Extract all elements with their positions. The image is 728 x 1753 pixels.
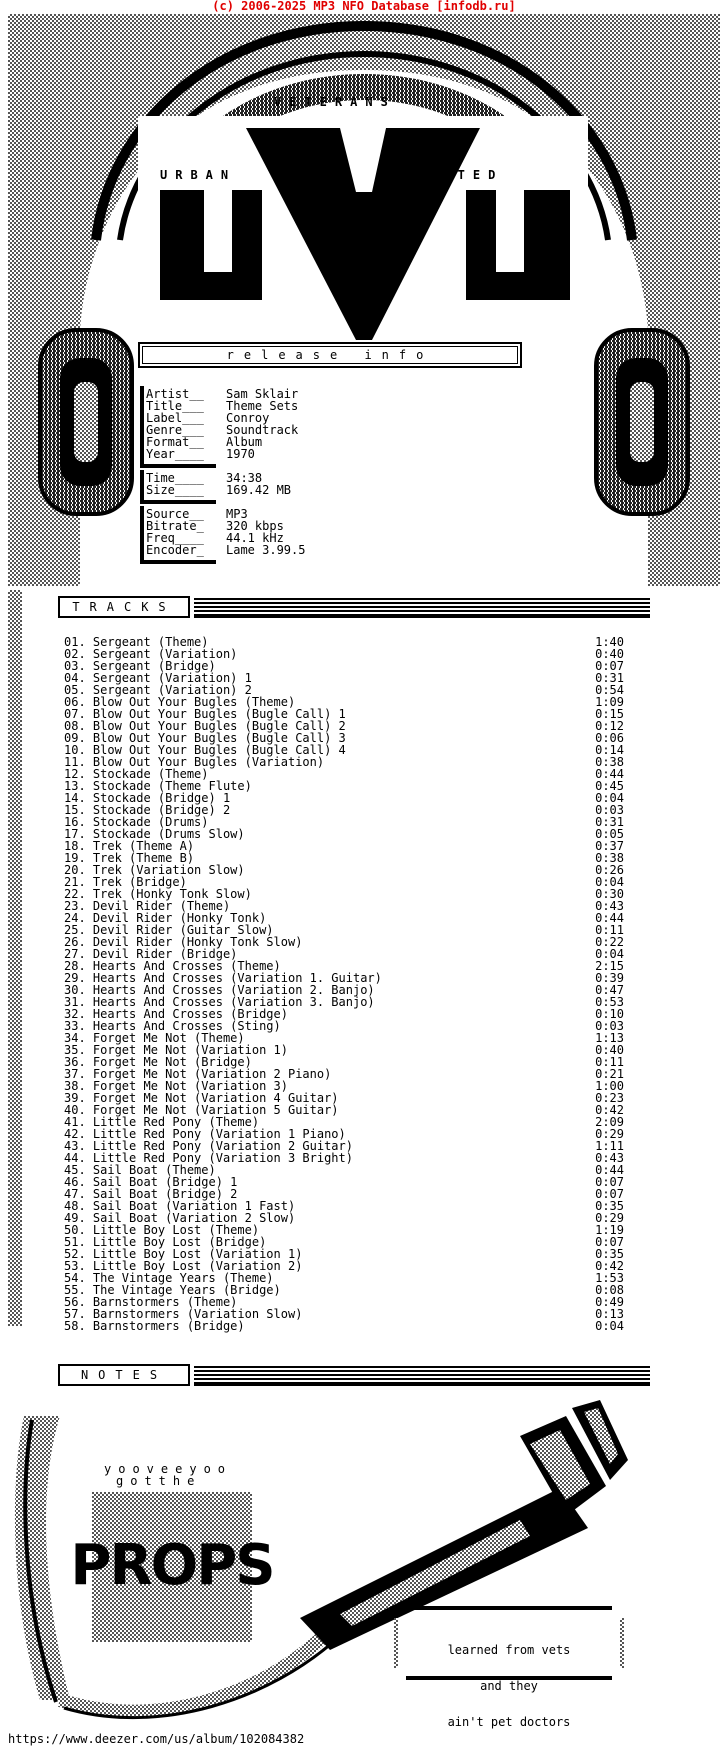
encode_info-value: 320 kbps (226, 519, 284, 533)
track-title: 49. Sail Boat (Variation 2 Slow) (64, 1211, 296, 1225)
track-duration: 0:07 (595, 1187, 624, 1201)
track-title: 02. Sergeant (Variation) (64, 647, 238, 661)
track-title: 17. Stockade (Drums Slow) (64, 827, 245, 841)
tracks-heading-underline (194, 614, 650, 618)
track-title: 45. Sail Boat (Theme) (64, 1163, 216, 1177)
track-duration: 0:04 (595, 875, 624, 889)
encode_info-label: Encoder_ (146, 543, 204, 557)
track-duration: 0:11 (595, 1055, 624, 1069)
track-title: 58. Barnstormers (Bridge) (64, 1319, 245, 1333)
encode-info-labels (146, 508, 204, 556)
track-title: 04. Sergeant (Variation) 1 (64, 671, 252, 685)
logo-word-urban: URBAN (160, 168, 237, 182)
track-title: 35. Forget Me Not (Variation 1) (64, 1043, 288, 1057)
track-title: 21. Trek (Bridge) (64, 875, 187, 889)
track-title: 29. Hearts And Crosses (Variation 1. Guitar) (64, 971, 382, 985)
track-title: 33. Hearts And Crosses (Sting) (64, 1019, 281, 1033)
track-duration: 1:00 (595, 1079, 624, 1093)
track-title: 08. Blow Out Your Bugles (Bugle Call) 2 (64, 719, 346, 733)
track-title: 54. The Vintage Years (Theme) (64, 1271, 274, 1285)
track-title: 20. Trek (Variation Slow) (64, 863, 245, 877)
release_info-value: Sam Sklair (226, 387, 299, 401)
track-duration: 0:29 (595, 1127, 624, 1141)
props-word: PROPS (70, 1532, 274, 1598)
track-title: 40. Forget Me Not (Variation 5 Guitar) (64, 1103, 339, 1117)
track-duration: 0:45 (595, 779, 624, 793)
track-duration: 0:07 (595, 1235, 624, 1249)
size_info-value: 34:38 (226, 471, 263, 485)
track-duration: 0:42 (595, 1259, 624, 1273)
notes-heading: NOTES (80, 1368, 168, 1382)
track-duration: 0:14 (595, 743, 624, 757)
track-title: 01. Sergeant (Theme) (64, 635, 209, 649)
track-duration: 0:12 (595, 719, 624, 733)
release_info-label: Title___ (146, 399, 204, 413)
track-duration: 0:43 (595, 899, 624, 913)
encode_info-value: MP3 (226, 507, 248, 521)
encode_info-label: Bitrate_ (146, 519, 204, 533)
size_info-label: Size____ (146, 483, 204, 497)
track-duration: 2:15 (595, 959, 624, 973)
track-title: 10. Blow Out Your Bugles (Bugle Call) 4 (64, 743, 346, 757)
track-title: 44. Little Red Pony (Variation 3 Bright) (64, 1151, 353, 1165)
track-duration: 0:07 (595, 659, 624, 673)
tracks-heading: TRACKS (72, 600, 176, 614)
track-duration: 0:13 (595, 1307, 624, 1321)
track-duration: 0:11 (595, 923, 624, 937)
track-duration: 0:44 (595, 767, 624, 781)
notes-heading-box (58, 1364, 190, 1386)
track-duration: 0:22 (595, 935, 624, 949)
track-duration: 0:21 (595, 1067, 624, 1081)
track-duration: 0:30 (595, 887, 624, 901)
track-duration: 2:09 (595, 1115, 624, 1129)
track-title: 07. Blow Out Your Bugles (Bugle Call) 1 (64, 707, 346, 721)
track-title: 28. Hearts And Crosses (Theme) (64, 959, 281, 973)
tracks-heading-box (58, 596, 190, 618)
track-title: 24. Devil Rider (Honky Tonk) (64, 911, 267, 925)
track-title: 57. Barnstormers (Variation Slow) (64, 1307, 303, 1321)
source-url[interactable]: https://www.deezer.com/us/album/102084382 (8, 1732, 305, 1746)
props-line2: gotthe (116, 1474, 202, 1488)
track-duration: 0:10 (595, 1007, 624, 1021)
track-list (64, 636, 624, 1332)
size_info-label: Time____ (146, 471, 204, 485)
track-row (64, 1320, 624, 1332)
track-duration: 1:11 (595, 1139, 624, 1153)
track-duration: 0:06 (595, 731, 624, 745)
track-title: 41. Little Red Pony (Theme) (64, 1115, 260, 1129)
track-duration: 1:40 (595, 635, 624, 649)
encode-info-values (226, 508, 305, 556)
track-duration: 0:44 (595, 1163, 624, 1177)
track-title: 31. Hearts And Crosses (Variation 3. Banjo) (64, 995, 375, 1009)
track-title: 43. Little Red Pony (Variation 2 Guitar) (64, 1139, 353, 1153)
track-title: 26. Devil Rider (Honky Tonk Slow) (64, 935, 303, 949)
track-title: 16. Stockade (Drums) (64, 815, 209, 829)
encode_info-value: Lame 3.99.5 (226, 543, 306, 557)
track-title: 50. Little Boy Lost (Theme) (64, 1223, 260, 1237)
track-title: 56. Barnstormers (Theme) (64, 1295, 238, 1309)
release_info-label: Artist__ (146, 387, 204, 401)
release_info-value: 1970 (226, 447, 255, 461)
release_info-value: Theme Sets (226, 399, 299, 413)
track-title: 48. Sail Boat (Variation 1 Fast) (64, 1199, 296, 1213)
release_info-label: Year____ (146, 447, 204, 461)
release_info-label: Label___ (146, 411, 204, 425)
track-title: 55. The Vintage Years (Bridge) (64, 1283, 281, 1297)
track-title: 18. Trek (Theme A) (64, 839, 195, 853)
track-title: 53. Little Boy Lost (Variation 2) (64, 1259, 303, 1273)
track-title: 13. Stockade (Theme Flute) (64, 779, 252, 793)
release-info-values (226, 388, 298, 460)
credit-line: (c) 2006-2025 MP3 NFO Database [infodb.ru] (212, 0, 516, 13)
track-title: 23. Devil Rider (Theme) (64, 899, 231, 913)
size_info-value: 169.42 MB (226, 483, 292, 497)
track-duration: 0:31 (595, 815, 624, 829)
track-title: 15. Stockade (Bridge) 2 (64, 803, 231, 817)
props-line1: yooveeyoo (104, 1462, 233, 1476)
release_info-value: Album (226, 435, 263, 449)
quote-text (406, 1620, 612, 1752)
track-title: 30. Hearts And Crosses (Variation 2. Banjo) (64, 983, 375, 997)
release_info-label: Genre___ (146, 423, 204, 437)
track-title: 39. Forget Me Not (Variation 4 Guitar) (64, 1091, 339, 1105)
track-title: 34. Forget Me Not (Theme) (64, 1031, 245, 1045)
track-title: 32. Hearts And Crosses (Bridge) (64, 1007, 288, 1021)
track-duration: 0:03 (595, 803, 624, 817)
size-info-values (226, 472, 291, 496)
track-duration: 0:54 (595, 683, 624, 697)
track-duration: 0:38 (595, 851, 624, 865)
track-duration: 0:04 (595, 947, 624, 961)
track-title: 52. Little Boy Lost (Variation 1) (64, 1247, 303, 1261)
encode_info-value: 44.1 kHz (226, 531, 284, 545)
track-duration: 1:19 (595, 1223, 624, 1237)
track-duration: 0:31 (595, 671, 624, 685)
track-duration: 1:13 (595, 1031, 624, 1045)
track-duration: 0:07 (595, 1175, 624, 1189)
release_info-value: Conroy (226, 411, 270, 425)
track-title: 46. Sail Boat (Bridge) 1 (64, 1175, 238, 1189)
track-duration: 0:38 (595, 755, 624, 769)
track-duration: 1:53 (595, 1271, 624, 1285)
track-duration: 0:04 (595, 791, 624, 805)
left-border-dither (8, 590, 22, 1326)
track-duration: 0:40 (595, 1043, 624, 1057)
track-duration: 0:53 (595, 995, 624, 1009)
release-info-heading-box (138, 342, 522, 368)
track-duration: 0:40 (595, 647, 624, 661)
logo-word-veterans: VETERANS (274, 95, 396, 109)
track-title: 37. Forget Me Not (Variation 2 Piano) (64, 1067, 332, 1081)
track-title: 27. Devil Rider (Bridge) (64, 947, 238, 961)
track-duration: 0:03 (595, 1019, 624, 1033)
track-duration: 1:09 (595, 695, 624, 709)
track-duration: 0:15 (595, 707, 624, 721)
track-title: 47. Sail Boat (Bridge) 2 (64, 1187, 238, 1201)
track-duration: 0:29 (595, 1211, 624, 1225)
track-duration: 0:35 (595, 1247, 624, 1261)
size-info-labels (146, 472, 204, 496)
track-title: 36. Forget Me Not (Bridge) (64, 1055, 252, 1069)
track-duration: 0:05 (595, 827, 624, 841)
notes-heading-underline (194, 1382, 650, 1386)
quote-line: and they (480, 1679, 538, 1693)
track-title: 19. Trek (Theme B) (64, 851, 195, 865)
track-duration: 0:35 (595, 1199, 624, 1213)
track-duration: 0:08 (595, 1283, 624, 1297)
track-title: 06. Blow Out Your Bugles (Theme) (64, 695, 296, 709)
track-duration: 0:43 (595, 1151, 624, 1165)
track-duration: 0:44 (595, 911, 624, 925)
track-title: 22. Trek (Honky Tonk Slow) (64, 887, 252, 901)
quote-line: learned from vets (447, 1643, 571, 1657)
release-info-labels (146, 388, 204, 460)
track-duration: 0:04 (595, 1319, 624, 1333)
track-duration: 0:26 (595, 863, 624, 877)
track-duration: 0:49 (595, 1295, 624, 1309)
headphones-art (0, 0, 728, 600)
encode_info-label: Freq____ (146, 531, 204, 545)
release_info-value: Soundtrack (226, 423, 299, 437)
track-title: 11. Blow Out Your Bugles (Variation) (64, 755, 325, 769)
track-duration: 0:47 (595, 983, 624, 997)
track-title: 03. Sergeant (Bridge) (64, 659, 216, 673)
track-title: 12. Stockade (Theme) (64, 767, 209, 781)
track-title: 38. Forget Me Not (Variation 3) (64, 1079, 288, 1093)
track-title: 42. Little Red Pony (Variation 1 Piano) (64, 1127, 346, 1141)
track-title: 25. Devil Rider (Guitar Slow) (64, 923, 274, 937)
quote-line: ain't pet doctors (447, 1715, 571, 1729)
track-title: 09. Blow Out Your Bugles (Bugle Call) 3 (64, 731, 346, 745)
track-title: 05. Sergeant (Variation) 2 (64, 683, 252, 697)
release-info-heading: release info (226, 348, 434, 362)
release_info-label: Format__ (146, 435, 204, 449)
logo-word-united: UNITED (412, 168, 504, 182)
track-duration: 0:42 (595, 1103, 624, 1117)
track-title: 51. Little Boy Lost (Bridge) (64, 1235, 267, 1249)
track-title: 14. Stockade (Bridge) 1 (64, 791, 231, 805)
track-duration: 0:23 (595, 1091, 624, 1105)
track-duration: 0:37 (595, 839, 624, 853)
track-duration: 0:39 (595, 971, 624, 985)
encode_info-label: Source__ (146, 507, 204, 521)
